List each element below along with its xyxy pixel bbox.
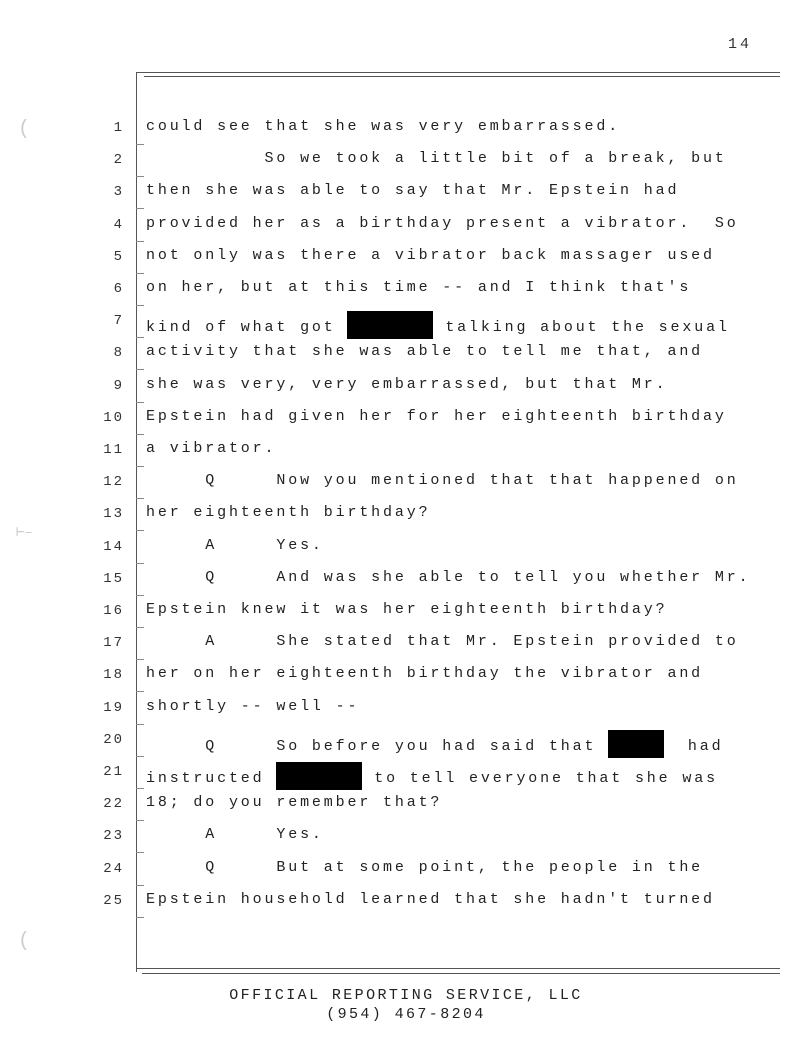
line-text-segment: a vibrator. xyxy=(146,440,277,457)
line-text xyxy=(146,182,679,199)
line-number: 24 xyxy=(103,861,124,877)
line-text-segment: kind of what got xyxy=(146,319,348,336)
line-number: 10 xyxy=(103,410,124,426)
line-number: 1 xyxy=(113,120,124,136)
transcript-line xyxy=(0,370,812,402)
transcript-line xyxy=(0,273,812,305)
line-text-segment: So we took a little bit of a break, but xyxy=(146,150,727,167)
transcript-line xyxy=(0,788,812,820)
line-text-segment: shortly -- well -- xyxy=(146,698,360,715)
frame-bottom-border-inner xyxy=(142,973,780,974)
transcript-line xyxy=(0,595,812,627)
transcript-line xyxy=(0,659,812,691)
line-text-segment: instructed xyxy=(146,770,277,787)
line-text-segment: then she was able to say that Mr. Epstein had xyxy=(146,182,680,199)
line-number: 11 xyxy=(103,442,124,458)
line-number: 17 xyxy=(103,635,124,651)
line-text-segment: Q But at some point, the people in the xyxy=(146,859,704,876)
line-number: 16 xyxy=(103,603,124,619)
transcript-line xyxy=(0,627,812,659)
line-number: 15 xyxy=(103,571,124,587)
line-text-segment: A Yes. xyxy=(146,826,324,843)
footer-phone: (954) 467-8204 xyxy=(326,1006,486,1023)
line-text xyxy=(146,215,739,232)
line-text xyxy=(146,279,691,296)
line-number: 13 xyxy=(103,506,124,522)
line-number: 5 xyxy=(113,249,124,265)
line-text xyxy=(146,633,739,650)
line-number: 7 xyxy=(113,313,124,329)
transcript-line xyxy=(0,853,812,885)
line-text-segment: her on her eighteenth birthday the vibrator and xyxy=(146,665,704,682)
transcript-line xyxy=(0,885,812,917)
line-text xyxy=(146,891,715,908)
margin-mark: ⊢– xyxy=(16,525,33,541)
transcript-line xyxy=(0,820,812,852)
line-number: 19 xyxy=(103,700,124,716)
line-text xyxy=(146,440,276,457)
line-text-segment: to tell everyone that she was xyxy=(362,770,718,787)
line-number: 12 xyxy=(103,474,124,490)
line-text xyxy=(146,504,430,521)
footer-company: OFFICIAL REPORTING SERVICE, LLC xyxy=(229,987,583,1004)
redaction-box xyxy=(276,762,362,790)
line-number: 8 xyxy=(113,345,124,361)
line-text xyxy=(146,537,324,554)
line-text-segment: Q Now you mentioned that that happened on xyxy=(146,472,739,489)
line-text-segment: 18; do you remember that? xyxy=(146,794,443,811)
frame-top-border xyxy=(136,72,780,73)
margin-mark: ( xyxy=(18,930,31,953)
line-text xyxy=(146,794,442,811)
line-text-segment: A Yes. xyxy=(146,537,324,554)
transcript-line xyxy=(0,466,812,498)
margin-mark: ( xyxy=(18,118,31,141)
line-number: 9 xyxy=(113,378,124,394)
footer xyxy=(0,986,812,1024)
line-number: 6 xyxy=(113,281,124,297)
row-separator xyxy=(136,917,144,918)
line-text-segment: her eighteenth birthday? xyxy=(146,504,431,521)
line-number: 21 xyxy=(103,764,124,780)
line-text-segment: Epstein household learned that she hadn't turned xyxy=(146,891,715,908)
transcript-line xyxy=(0,498,812,530)
line-text-segment: activity that she was able to tell me that, and xyxy=(146,343,704,360)
line-number: 22 xyxy=(103,796,124,812)
line-text-segment: provided her as a birthday present a vibrator. So xyxy=(146,215,739,232)
transcript-line xyxy=(0,402,812,434)
line-text xyxy=(146,472,739,489)
frame-bottom-border xyxy=(136,968,780,969)
line-number: 23 xyxy=(103,828,124,844)
line-text-segment: not only was there a vibrator back massager used xyxy=(146,247,715,264)
line-text-segment: Epstein knew it was her eighteenth birthday? xyxy=(146,601,668,618)
transcript-line xyxy=(0,434,812,466)
line-text xyxy=(146,698,359,715)
transcript-line xyxy=(0,531,812,563)
line-text xyxy=(146,343,703,360)
page-number: 14 xyxy=(728,36,753,53)
line-number: 18 xyxy=(103,667,124,683)
line-text xyxy=(146,762,718,790)
transcript-line xyxy=(0,724,812,756)
line-number: 14 xyxy=(103,539,124,555)
transcript-line xyxy=(0,337,812,369)
line-text xyxy=(146,150,727,167)
line-text-segment: talking about the sexual xyxy=(433,319,730,336)
line-text-segment: could see that she was very embarrassed. xyxy=(146,118,621,135)
frame-top-border-inner xyxy=(144,76,780,77)
line-text xyxy=(146,118,620,135)
line-number: 25 xyxy=(103,893,124,909)
transcript-line xyxy=(0,112,812,144)
line-text-segment: Q And was she able to tell you whether Mr. xyxy=(146,569,751,586)
line-text xyxy=(146,408,727,425)
line-text-segment: Q So before you had said that xyxy=(146,738,609,755)
redaction-box xyxy=(347,311,433,339)
line-text xyxy=(146,826,324,843)
line-text-segment: she was very, very embarrassed, but that Mr. xyxy=(146,376,668,393)
line-number: 2 xyxy=(113,152,124,168)
line-text xyxy=(146,247,715,264)
line-number: 4 xyxy=(113,217,124,233)
transcript-line xyxy=(0,144,812,176)
line-text xyxy=(146,569,750,586)
transcript-line xyxy=(0,563,812,595)
redaction-box xyxy=(608,730,664,758)
line-text xyxy=(146,311,730,339)
line-text-segment: A She stated that Mr. Epstein provided to xyxy=(146,633,739,650)
transcript-line xyxy=(0,176,812,208)
line-text xyxy=(146,730,723,758)
transcript-line xyxy=(0,209,812,241)
transcript-line xyxy=(0,305,812,337)
line-text-segment: had xyxy=(664,738,724,755)
line-text-segment: Epstein had given her for her eighteenth birthday xyxy=(146,408,727,425)
line-text xyxy=(146,665,703,682)
transcript-line xyxy=(0,756,812,788)
transcript-line xyxy=(0,692,812,724)
transcript-line xyxy=(0,241,812,273)
line-text xyxy=(146,859,703,876)
line-text xyxy=(146,376,667,393)
line-number: 20 xyxy=(103,732,124,748)
line-text xyxy=(146,601,667,618)
line-text-segment: on her, but at this time -- and I think that's xyxy=(146,279,692,296)
line-number: 3 xyxy=(113,184,124,200)
